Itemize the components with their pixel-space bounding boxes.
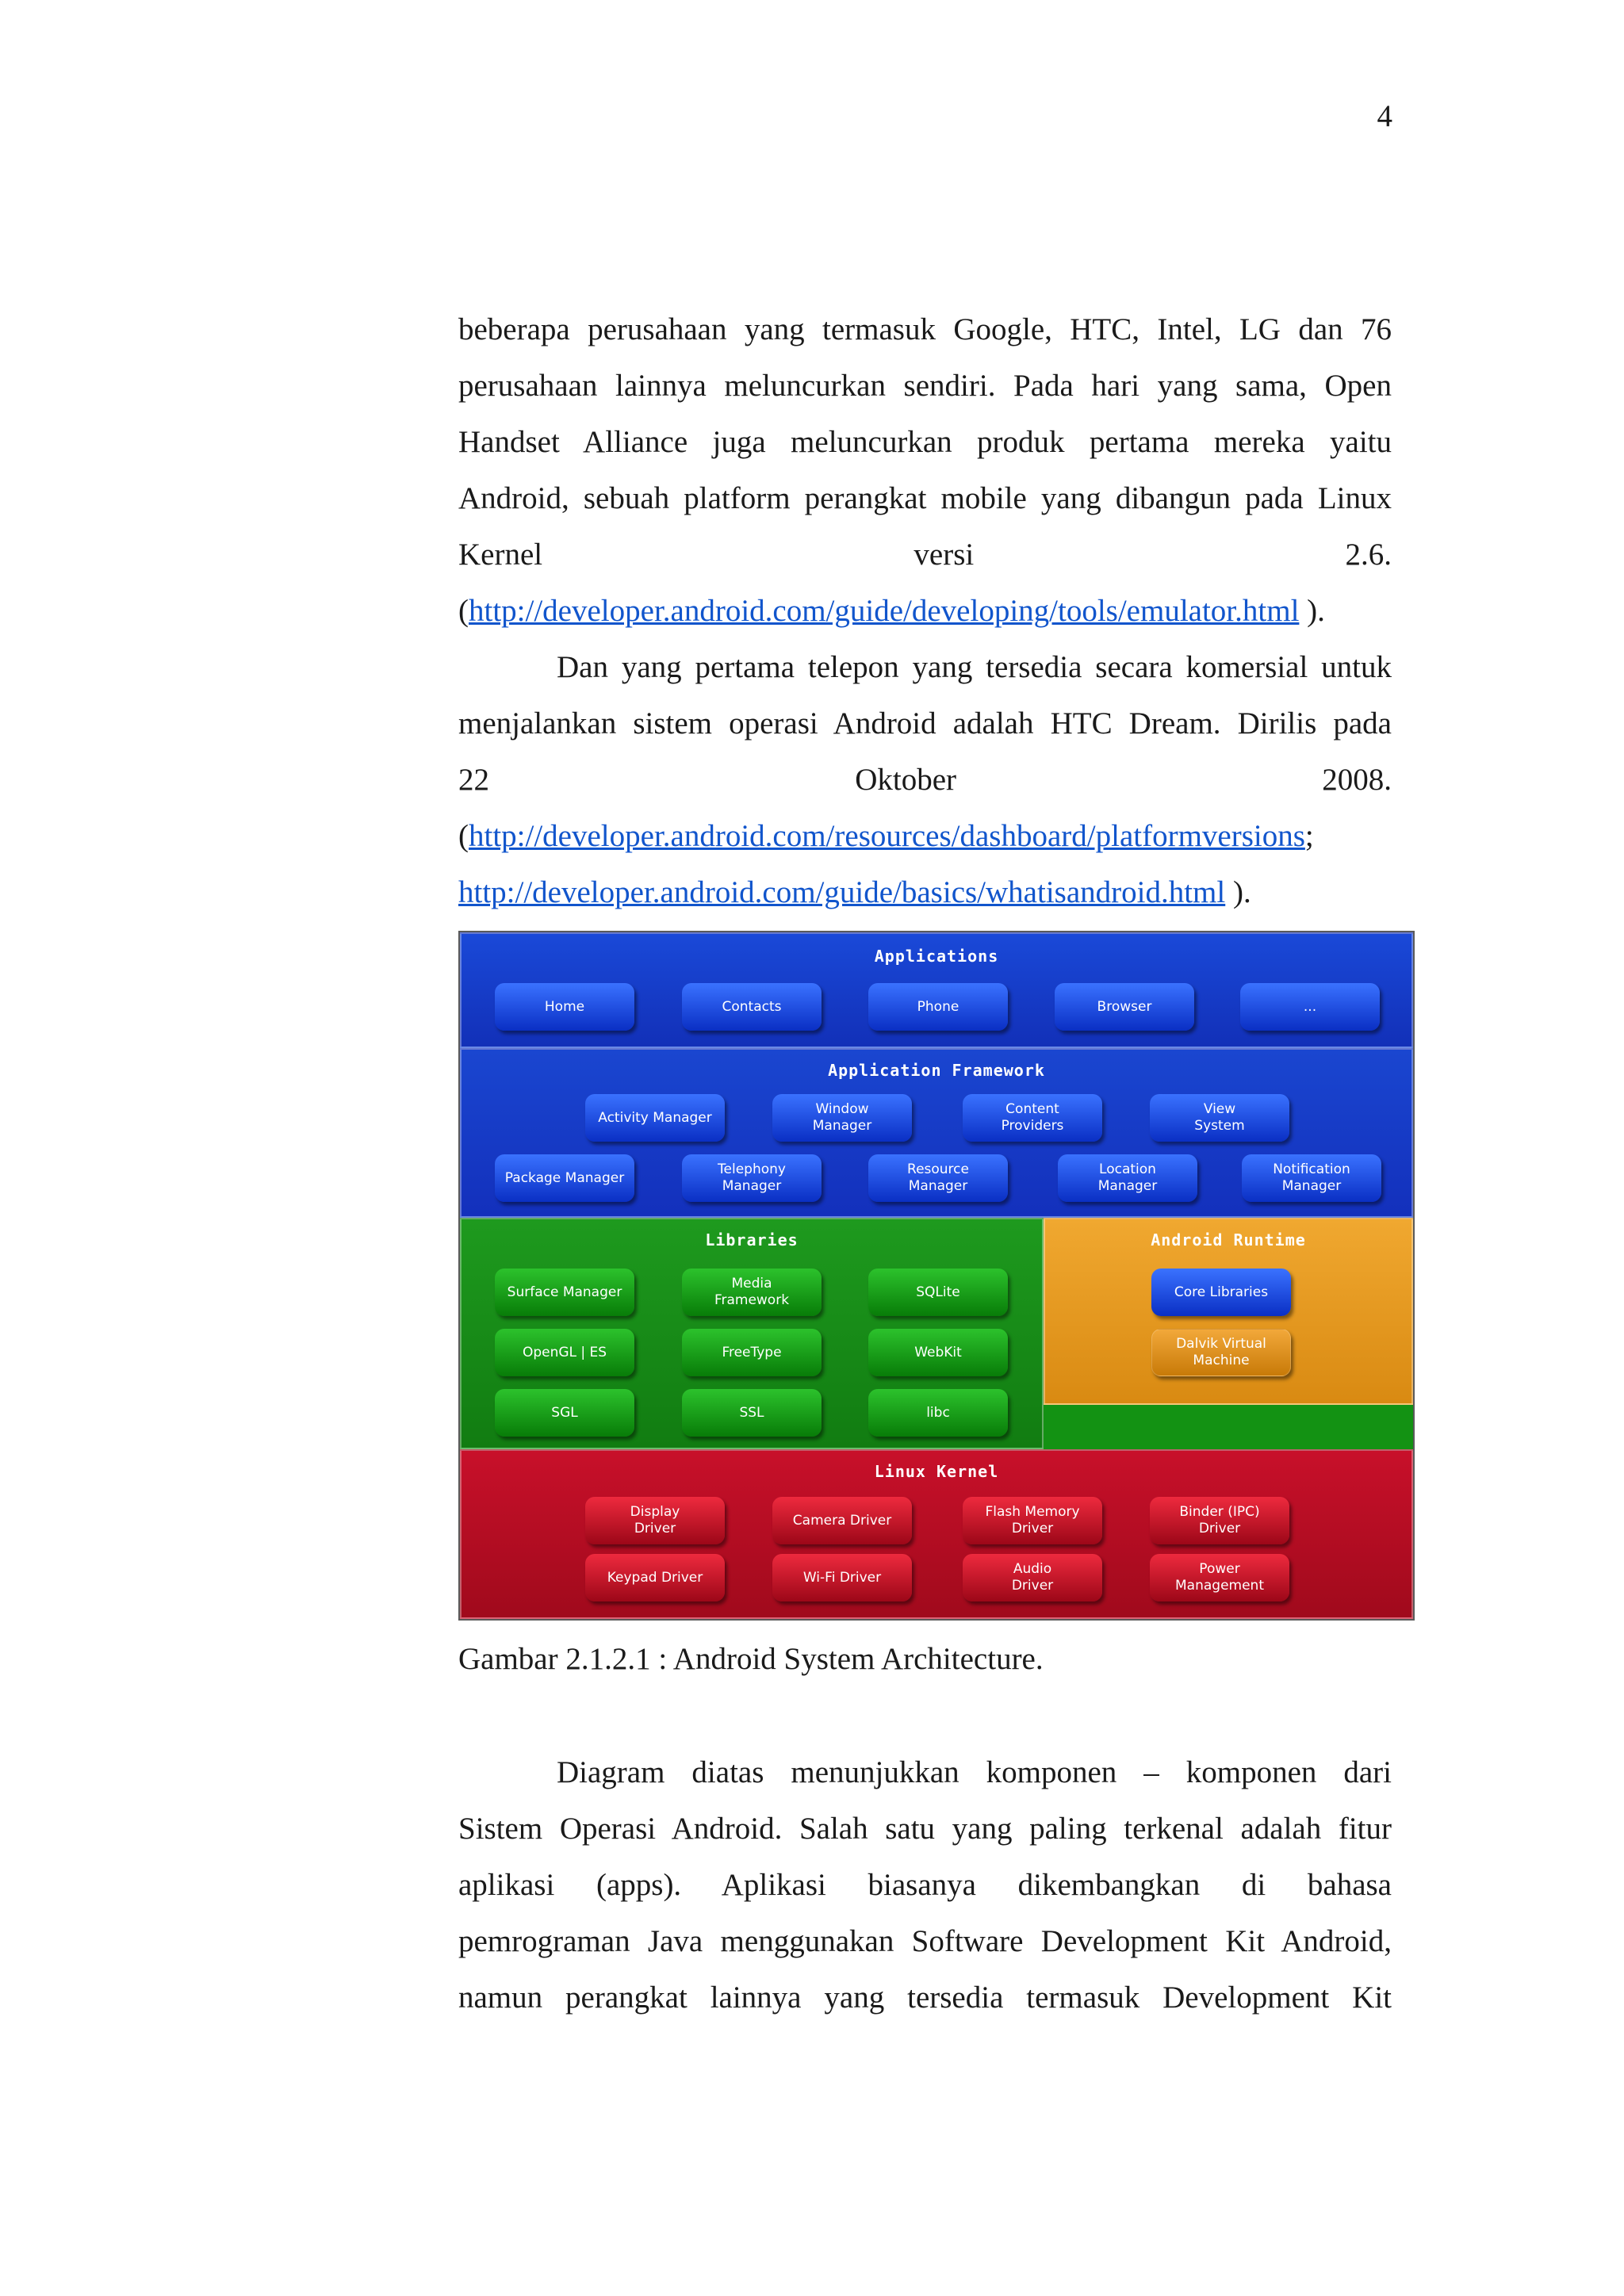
component-box: Audio Driver [963,1554,1102,1601]
component-box: Flash Memory Driver [963,1497,1102,1544]
text-line: Kernel versi 2.6. [458,538,1392,572]
reference-link[interactable]: http://developer.android.com/guide/developing/tools/emulator.html [469,594,1300,628]
component-box: Keypad Driver [585,1554,725,1601]
reference-link[interactable]: http://developer.android.com/resources/dashboard/platformversions [469,819,1305,853]
text-line: menjalankan sistem operasi Android adalah HTC Dream. Dirilis pada [458,706,1392,740]
component-box: WebKit [868,1329,1008,1376]
text-line: beberapa perusahaan yang termasuk Google, HTC, Intel, LG dan 76 [458,312,1392,346]
component-box: ... [1240,983,1380,1031]
text-line: pemrograman Java menggunakan Software Development Kit Android, [458,1924,1392,1958]
component-box: Activity Manager [585,1094,725,1142]
paragraph-2 [458,639,1392,920]
reference-line [458,583,1392,639]
component-box: Window Manager [772,1094,912,1142]
component-box: Content Providers [963,1094,1102,1142]
text-line: 22 Oktober 2008. [458,763,1392,797]
architecture-diagram [458,931,1415,1621]
text-line: Sistem Operasi Android. Salah satu yang paling terkenal adalah fitur [458,1812,1392,1846]
runtime-layer [1044,1218,1413,1405]
text-line: Diagram diatas menunjukkan komponen – komponen dari [557,1755,1392,1789]
paragraph-3 [458,1744,1392,2026]
component-box: FreeType [682,1329,822,1376]
component-box: Resource Manager [868,1154,1008,1202]
paren-open: ( [458,594,469,628]
text-line: aplikasi (apps). Aplikasi biasanya dikembangkan di bahasa [458,1868,1392,1902]
libraries-layer [460,1218,1044,1449]
component-box: Wi-Fi Driver [772,1554,912,1601]
component-box: Surface Manager [495,1269,634,1316]
component-box: Package Manager [495,1154,634,1202]
component-box: Power Management [1150,1554,1289,1601]
component-box: Browser [1055,983,1194,1031]
reference-link[interactable]: http://developer.android.com/guide/basics/whatisandroid.html [458,875,1226,909]
layer-title: Android Runtime [1151,1230,1306,1249]
component-box: OpenGL | ES [495,1329,634,1376]
paren-open: ( [458,819,469,853]
reference-line [458,864,1392,920]
text-line: perusahaan lainnya meluncurkan sendiri. Pada hari yang sama, Open [458,369,1392,403]
component-box: Location Manager [1058,1154,1197,1202]
framework-layer [460,1048,1413,1218]
component-box: Display Driver [585,1497,725,1544]
reference-line [458,808,1392,864]
layer-title: Applications [874,947,999,966]
separator: ; [1304,819,1314,853]
applications-layer [460,932,1413,1048]
component-box: Binder (IPC) Driver [1150,1497,1289,1544]
figure-caption: Gambar 2.1.2.1 : Android System Architecture. [458,1642,1044,1676]
component-box: Home [495,983,634,1031]
kernel-layer [460,1449,1413,1619]
libraries-layer-extension [1044,1405,1413,1449]
component-box: Dalvik Virtual Machine [1151,1329,1291,1376]
paragraph-1 [458,301,1392,639]
paren-close: ). [1299,594,1325,628]
component-box: Phone [868,983,1008,1031]
text-line: Android, sebuah platform perangkat mobile yang dibangun pada Linux [458,481,1392,515]
page-number: 4 [1377,99,1392,133]
layer-title: Libraries [705,1230,799,1249]
component-box: SSL [682,1389,822,1437]
component-box: SQLite [868,1269,1008,1316]
component-box: Camera Driver [772,1497,912,1544]
paren-close: ). [1225,875,1251,909]
text-line: Handset Alliance juga meluncurkan produk pertama mereka yaitu [458,425,1392,459]
text-line: Dan yang pertama telepon yang tersedia secara komersial untuk [557,650,1392,684]
component-box: Contacts [682,983,822,1031]
component-box: Core Libraries [1151,1269,1291,1316]
layer-title: Application Framework [828,1061,1045,1080]
component-box: Notification Manager [1242,1154,1381,1202]
component-box: View System [1150,1094,1289,1142]
component-box: Telephony Manager [682,1154,822,1202]
text-line: namun perangkat lainnya yang tersedia termasuk Development Kit [458,1980,1392,2015]
component-box: Media Framework [682,1269,822,1316]
layer-title: Linux Kernel [874,1462,999,1481]
component-box: libc [868,1389,1008,1437]
component-box: SGL [495,1389,634,1437]
